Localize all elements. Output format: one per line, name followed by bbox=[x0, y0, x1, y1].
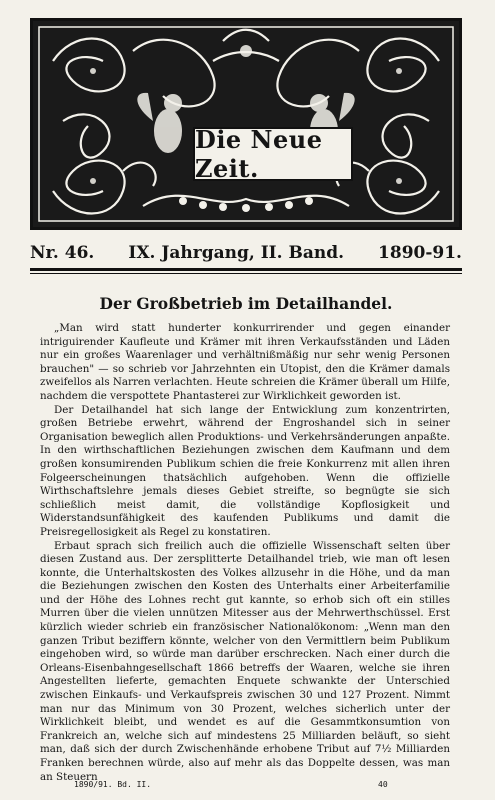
ornament-scrollwork-icon bbox=[33, 21, 459, 227]
journal-title: Die Neue Zeit. bbox=[193, 127, 353, 181]
masthead-ornament bbox=[30, 18, 462, 230]
issue-info bbox=[30, 240, 462, 266]
issue-volume: IX. Jahrgang, II. Band. bbox=[128, 243, 345, 263]
footer-signature: 1890/91. Bd. II. bbox=[74, 780, 152, 789]
paragraph: Erbaut sprach sich freilich auch die offizielle Wissenschaft selten über diesen Zustand aus. Der zersplitterte Detailhandel trieb, wie man oft lesen konnte, die Unterhaltskosten des Volkes allzusehr in die Höhe, und da man die Beziehungen zwischen den Kosten des Unterhalts einer Arbeiterfamilie und der Höhe des Lohnes recht gut kannte, so erhob sich oft ein stilles Murren über die vielen unnützen Mitesser aus der Mehrwerthschüssel. Erst kürzlich wieder schrieb ein französischer Nationalökonom: „Wenn man den ganzen Tribut beziffern könnte, welcher von den Vermittlern beim Publikum eingehoben wird, so würde man darüber erschrecken. Nach einer durch die Orleans-Eisenbahngesellschaft 1866 betreffs der Waaren, welche sie ihren Angestellten lieferte, gemachten Enquete schwankte der Unterschied zwischen Einkaufs- und Verkaufspreis zwischen 30 und 127 Prozent. Nimmt man nur das Minimum von 30 Prozent, welches sicherlich unter der Wirklichkeit bleibt, und wendet es auf die Gesammtkonsumtion von Frankreich an, welche sich auf mindestens 25 Milliarden beläuft, so sieht man, daß sich der durch Zwischenhände erhobene Tribut auf 7½ Milliarden Franken berechnen würde, also auf mehr als das Doppelte dessen, was man an Steuern bbox=[40, 539, 450, 783]
issue-year: 1890-91. bbox=[378, 243, 462, 263]
footer-sheet-number: 40 bbox=[378, 780, 388, 789]
article-body bbox=[40, 322, 450, 783]
paragraph: Der Detailhandel hat sich lange der Entwicklung zum konzentrirten, großen Betriebe erwehrt, während der Engroshandel sich in seiner Organisation beweglich allen Produktions- und Verkehrsänderungen anpaßte. In den wirthschaftlichen Beziehungen zwischen dem Kaufmann und dem großen konsumirenden Publikum schien die freie Konkurrenz mit allen ihren Folgeerscheinungen thatsächlich aufgehoben. Wenn die offizielle Wirthschaftslehre jemals dieses Gebiet streifte, so begnügte sie sich schließlich meist damit, die vollständige Kopflosigkeit und Widerstandsunfähigkeit des kaufenden Publikums und damit die Preisregellosigkeit als Regel zu konstatiren. bbox=[40, 403, 450, 538]
header-rule bbox=[30, 268, 462, 271]
article-title: Der Großbetrieb im Detailhandel. bbox=[99, 294, 393, 313]
paragraph: „Man wird statt hunderter konkurrirender und gegen einander intriguirender Kaufleute und Krämer mit ihren Verkaufsständen und Läden nur ein großes Waarenlager und verhältnißmäßig nur sehr wenig Personen brauchen" — so schrieb vor Jahrzehnten ein Utopist, den die Krämer damals zweifellos als Narren verlachten. Heute schreien die Krämer überall um Hilfe, nachdem die verspottete Phantasterei zur Wirklichkeit geworden ist. bbox=[40, 322, 450, 402]
header-rule-thin bbox=[30, 273, 462, 274]
issue-number: Nr. 46. bbox=[30, 243, 95, 263]
